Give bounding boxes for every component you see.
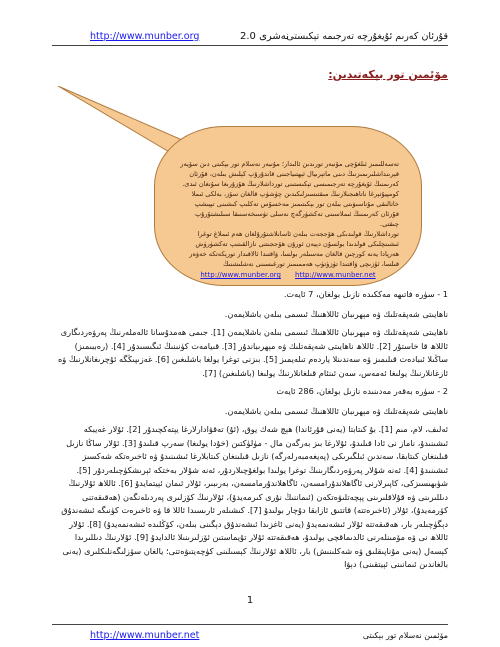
callout-paragraph-2: تورداشلارنىڭ قولىدىكى ھۆججەت بىلەن ئاسانلاشتۇرۇلغان ھەم ئىملاغ توغرا ئىشىنچلىكى قولدىدا بولسۇن دېيەن ئورۇن ھۆججىتنى نازالقىتىپ تەكشۈرۈش ھەرپادا يەنە كورچىن قالغان مەسىلەر بولسا، ۋاقتىدا ئالاقىدار تورېكەتكە خەۋەر قىلسا، ئۆزىچى ۋاقتىدا تۈزۈتۈپ ھەممىمىز تورغىسىنى نەشلىشنىڭ [189, 230, 399, 268]
callout-links [177, 270, 399, 280]
sura-1-text: ناھايىتى شەپقەتلىك ۋە مېھرىبان ئاللاھنىڭ ئىسمى بىلەن باشلايمەن [1]. جىمى ھەمدۇسانا ئالەملەرنىڭ پەرۋەردىگارى ئاللاھ قا خاستۇر [2]. ئاللاھ ناھايىتى شەپقەتلىك ۋە مېھرىباندۇر [3]. قىيامەت كۈنىنىڭ ئىگىسىدۇر [4]. (رەببىمىز) ساڭىلا ئىبادەت قىلىمىز ۋە سەندىنلا ياردەم تىلەيمىز [5]. بىزنى توغرا يولغا باشلىغىن [6]. غەزىپىڭگە ئۇچرىغانلارنىڭ ۋە ئازغانلارنىڭ يولىغا ئەمەس، سەن ئىنئام قىلغانلارنىڭ يولىغا (باشلىغىن) [7]. [58, 327, 448, 378]
callout-link-net[interactable]: http://www.munber.net [295, 271, 376, 279]
page-number: 1 [246, 595, 254, 606]
sura-2-bismillah: ناھايىتى شەپقەتلىك ۋە مېھرىبان ئاللاھنىڭ ئىسمى بىلەن باشلايمەن. [224, 405, 448, 416]
footer-divider [52, 624, 448, 625]
footer-site-name: مۆئمىن نەسلام تور بېكىتى [362, 630, 448, 640]
page-header [90, 28, 448, 44]
edition-label: نەشرى 2.0 [240, 30, 289, 42]
sura-2-heading: 2 - سۈرە بەقەر مەدىنىدە نازىل بولغان، 286 ئايەت [276, 386, 448, 396]
document-title: قۇرئان كەرىم ئۇيغۇرچە تەرجىمە تېكىستى [286, 30, 448, 42]
section-heading: مۆئمىن تور بېكەتىدىن: [328, 68, 448, 81]
header-divider [52, 45, 448, 46]
callout-paragraph-1: تەسەللىمىز ئىلغۇچى مۇنبەر تورىدىن ئالىدار؛ مۇنبەر نەسلام تور بېكىتى دىن سۆيەر قېرىنداشلىرىمىزنىڭ دىنى ماتېرىيال ئېھتىياجىنى قاندۇرۇپ كېلىش بىلەن، قۇرئان كەرىمنىڭ ئۇيغۇرچە تەرجىمىسى تېكىستىنى تورداشلارنىڭ ھۇزۇرىغا سۇنغان ئىدى. كومپيۇتېرغا ناتاھىجىلارنىڭ مىقتىسىزلىكىدىن چۈشۈپ قالغان سۆز، بەلكى ئىملا خاتالىقى مۇناسىۋىتى بىلەن تور بېكىتىمىز مەخسۇس تەكلىپ كىشىنى تېپىشپ قۇرئان كەرىمنىڭ ئىملاسىنى تەكشۈرگەچ نەسلى تۈسىخەسنىقا سىلىشتۇرۇپ چىقتى. [180, 160, 399, 228]
footer-url-link[interactable]: http://www.munber.net [90, 629, 200, 641]
main-text [56, 288, 448, 577]
sura-2-text: ئەلىف، لام، مىم [1]. بۇ كىتابتا (يەنى قۇرئاندا) ھېچ شەك يوق، (ئۇ) تەقۋادارلارغا يېتەكچىدۇر [2]. ئۇلار غەيبكە ئىشىنىدۇ، ناماز نى ئادا قىلىدۇ، ئۇلارغا بىز بەرگەن مال - مۈلۈكتىن (خۇدا يولىغا) سەرپ قىلىدۇ [3]. ئۇلار ساڭا نازىل قىلىنغان كىتابقا، سەندىن ئىلگىرىكى (پەيغەمبەرلەرگە) نازىل قىلىنغان كىتابلارغا ئىشىنىدۇ ۋە ئاخىرەتكە شەكسىز ئىشىنىدۇ [4]. ئەنە شۇلار پەرۋەردىگارىنىڭ توغرا يولىدا بولغۇچىلاردۇر، ئەنە شۇلار بەختكە ئېرىشكۈچىلەردۇر [5]. شۈبھىسىزكى، كاپىرلارنى ئاگاھلاندۇرامسەن، ئاگاھلاندۇرمامسەن، بەرىبىر، ئۇلار ئىمان ئېيتمايدۇ [6]. ئاللاھ ئۇلارنىڭ دىللىرىنى ۋە قۇلاقلىرىنى پېچەتلىۋەتكەن (ئىماننىڭ نۇرى كىرمەيدۇ)، ئۇلارنىڭ كۆزلىرى پەردىلەنگەن (ھەقىقەتنى كۆرمەيدۇ)، ئۇلار (ئاخىرەتتە) قاتتىق ئازابقا دۇچار بولىدۇ [7]. كىشىلەر ئارىسىدا ئاللا قا ۋە ئاخىرەت كۈنىگە ئىشەندۇق دېگۈچىلەر بار، ھەقىقەتتە ئۇلار ئىشەنمەيدۇ (يەنى ئاغزىدا ئىشەندۇق دېگىنى بىلەن، كۆڭلىدە ئىشەنمەيدۇ) [8]. ئۇلار ئاللاھ نى ۋە مۆمىنلەرنى ئالدىماقچى بولىدۇ، ھەقىقەتتە ئۇلار تۇيماستىن ئۆزلىرىنىلا ئالدايدۇ [9]. ئۇلارنىڭ دىللىرىدا كېسەل (يەنى مۇناپىقلىق ۋە شەكلىنىش) بار، ئاللاھ ئۇلارنىڭ كېسىلىنى كۈچەيتىۋەتتى؛ يالغان سۆزلىگەنلىكلىرى (يەنى بالغاندىن ئىمانىنى ئېيتقىنى) دېۋا [61, 424, 448, 569]
header-url-link[interactable]: http://www.munber.org [90, 30, 200, 42]
page-footer [90, 628, 448, 642]
sura-1-heading: 1 - سۈرە فاتىھە مەككىدە نازىل بولغان، 7 ئايەت. [283, 289, 448, 299]
sura-1-bismillah: ناھايىتى شەپقەتلىك ۋە مېھرىبان ئاللاھنىڭ ئىسمى بىلەن باشلايمەن. [224, 308, 448, 319]
callout-bubble [56, 86, 444, 286]
callout-link-org[interactable]: http://www.munber.org [200, 271, 281, 279]
callout-body [154, 126, 422, 286]
